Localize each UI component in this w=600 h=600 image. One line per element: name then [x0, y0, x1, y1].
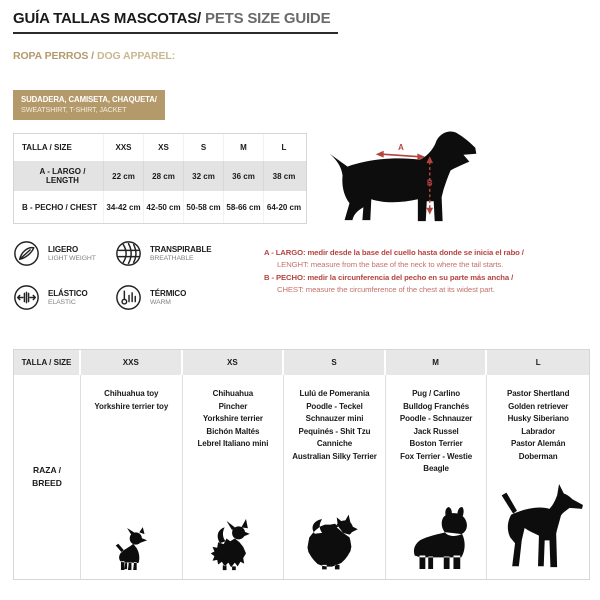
badge-line-en: SWEATSHIRT, T-SHIRT, JACKET	[21, 105, 127, 114]
chest-row-label: B - PECHO / CHEST	[14, 191, 104, 223]
length-value: 28 cm	[144, 161, 184, 191]
feature-sublabel: BREATHABLE	[150, 255, 194, 262]
breed-column-l	[487, 375, 589, 579]
feature-sublabel: ELASTIC	[48, 299, 76, 306]
page-title-en: PETS SIZE GUIDE	[205, 10, 331, 27]
breed-table-header-row	[14, 350, 589, 375]
subtitle-en: DOG APPAREL:	[96, 50, 176, 62]
note-chest-en: CHEST: measure the circumference of the chest at its widest part.	[277, 284, 495, 294]
breed-table-header-cell: TALLA / SIZE	[14, 350, 81, 375]
feature-sublabel: WARM	[150, 299, 171, 306]
breed-table-header-cell: XXS	[81, 350, 183, 375]
pomeranian-silhouette-icon	[302, 513, 366, 571]
feather-icon	[13, 240, 40, 267]
size-table-header-cell: L	[281, 143, 287, 152]
chest-value: 64-20 cm	[266, 202, 302, 212]
length-value: 38 cm	[272, 171, 296, 181]
feature-label: LIGERO	[48, 245, 79, 254]
breed-table-header-cell: S	[284, 350, 386, 375]
breed-list: Lulú de Pomerania Poodle - Teckel Schnauzer mini Pequinés - Shit Tzu Canniche Australian Silky Terrier	[292, 389, 377, 461]
breed-table-header-cell: L	[487, 350, 589, 375]
badge-line-es: SUDADERA, CAMISETA, CHAQUETA/	[21, 95, 157, 104]
breed-table-header-cell: XS	[183, 350, 285, 375]
length-row-label: A - LARGO / LENGTH	[14, 161, 104, 191]
size-table-header-cell: S	[184, 134, 224, 161]
feature-lightweight	[13, 240, 115, 267]
breed-column-m	[386, 375, 488, 579]
section-subtitle	[13, 50, 175, 62]
chihuahua-silhouette-icon	[107, 527, 155, 571]
size-table-header-cell: TALLA / SIZE	[14, 134, 104, 161]
breed-table-body	[14, 375, 589, 579]
feature-breathable	[115, 240, 211, 267]
thermal-icon	[115, 284, 142, 311]
breed-list: Chihuahua toy Yorkshire terrier toy	[94, 389, 169, 411]
fabric-features	[13, 240, 211, 311]
feature-label: TÉRMICO	[150, 289, 187, 298]
chest-value: 42-50 cm	[144, 191, 184, 223]
breed-list: Pug / Carlino Bulldog Franchés Poodle - Schnauzer Jack Russel Boston Terrier Fox Terrier - Westie Beagle	[399, 389, 473, 473]
chest-value: 34-42 cm	[104, 191, 144, 223]
breed-column-s	[284, 375, 386, 579]
labrador-silhouette-icon	[316, 124, 488, 228]
breed-list: Pastor Shertland Golden retriever Husky Siberiano Labrador Pastor Alemán Doberman	[506, 389, 570, 461]
breathable-icon	[115, 240, 142, 267]
breed-size-table	[13, 349, 590, 580]
breed-column-xs	[183, 375, 285, 579]
length-value: 36 cm	[224, 161, 264, 191]
note-length-en: LENGHT: measure from the base of the neck to where the tail starts.	[277, 260, 504, 270]
size-table-header-cell: XS	[144, 134, 184, 161]
breed-column-xxs	[81, 375, 183, 579]
note-length-es: A - LARGO: medir desde la base del cuello hasta donde se inicia el rabo /	[264, 248, 524, 257]
size-table-header-cell: M	[224, 134, 264, 161]
feature-label: ELÁSTICO	[48, 289, 88, 298]
page-title	[13, 10, 338, 34]
longhair-chihuahua-silhouette-icon	[204, 519, 262, 571]
arrow-b-label: B	[426, 178, 433, 188]
feature-elastic	[13, 284, 115, 311]
french-bulldog-silhouette-icon	[401, 507, 471, 571]
chest-value: 50-58 cm	[184, 191, 224, 223]
chest-value: 58-66 cm	[224, 191, 264, 223]
breed-table-header-cell: M	[386, 350, 488, 375]
length-row	[14, 161, 306, 191]
feature-warm	[115, 284, 211, 311]
subtitle-es: ROPA PERROS /	[13, 50, 94, 62]
chest-row	[14, 191, 306, 223]
size-table-header-row	[14, 134, 306, 161]
elastic-icon	[13, 284, 40, 311]
measurement-diagram	[316, 124, 488, 228]
breed-list: Chihuahua Pincher Yorkshire terrier Bichón Maltés Lebrel Italiano mini	[197, 389, 269, 448]
arrow-a-label: A	[398, 142, 404, 152]
length-arrow	[376, 143, 426, 160]
feature-sublabel: LIGHT WEIGHT	[48, 255, 96, 262]
feature-label: TRANSPIRABLE	[150, 245, 212, 254]
length-value: 22 cm	[104, 161, 144, 191]
garment-type-badge	[13, 90, 165, 120]
breed-row-label: RAZA / BREED	[14, 375, 81, 579]
note-chest-es: B - PECHO: medir la circunferencia del pecho en su parte más ancha /	[264, 272, 514, 282]
size-table-header-cell: XXS	[104, 134, 144, 161]
length-value: 32 cm	[184, 161, 224, 191]
measuring-instructions	[264, 247, 598, 296]
size-measurements-table	[13, 133, 307, 224]
doberman-silhouette-icon	[490, 483, 586, 571]
page-title-es: GUÍA TALLAS MASCOTAS/	[13, 10, 202, 27]
